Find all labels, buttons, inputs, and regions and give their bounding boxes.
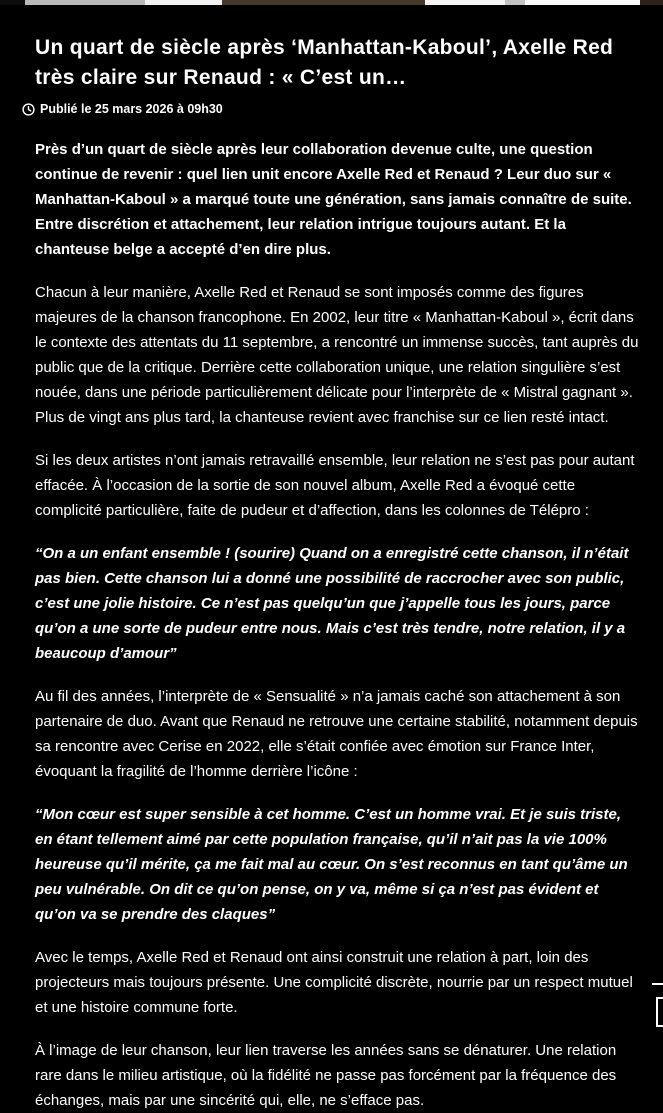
article-paragraph: Chacun à leur manière, Axelle Red et Renaud se sont imposés comme des figures majeures de la chanson francophone. En 2002, leur titre « Manhattan-Kaboul », écrit dans le contexte des attentats du 11 septembre, a rencontré un immense succès, tant auprès du public que de la critique. Derrière cette collaboration unique, une relation singulière s’est nouée, dans une période particulièrement délicate pour l’interprète de « Mistral gagnant ». Plus de vingt ans plus tard, la chanteuse revient avec franchise sur ce lien resté intact. [35,284,639,426]
article-title: Un quart de siècle après ‘Manhattan-Kaboul’, Axelle Red très claire sur Renaud : « C’est un… [35,36,614,89]
article-paragraph: Si les deux artistes n’ont jamais retravaillé ensemble, leur relation ne s’est pas pour autant effacée. À l’occasion de la sortie de son nouvel album, Axelle Red a évoqué cette complicité particulière, faite de pudeur et d’affection, dans les colonnes de Télépro : [35,452,635,519]
article-body [35,280,640,1113]
photo-strip-segment [425,0,505,5]
article-paragraph: Au fil des années, l’interprète de « Sensualité » n’a jamais caché son attachement à son partenaire de duo. Avant que Renaud ne retrouve une certaine stabilité, notamment depuis sa rencontre avec Cerise en 2022, elle s’était confiée avec émotion sur France Inter, évoquant la fragilité de l’homme derrière l’icône : [35,688,638,780]
publish-date: Publié le 25 mars 2026 à 09h30 [40,102,223,116]
photo-strip-segment [0,0,25,5]
article [0,5,663,1113]
article-intro: Près d’un quart de siècle après leur collaboration devenue culte, une question continue de revenir : quel lien unit encore Axelle Red et Renaud ? Leur duo sur « Manhattan-Kaboul » a marqué toute une génération, sans jamais connaître de suite. Entre discrétion et attachement, leur relation intrigue toujours autant. Et la chanteuse belge a accepté d’en dire plus. [35,141,632,258]
photo-strip-segment [222,0,425,5]
header-photo-remnant [0,0,663,5]
photo-strip-segment [525,0,640,5]
partial-widget-line [652,983,663,985]
photo-strip-segment [505,0,525,5]
photo-strip-segment [145,0,222,5]
publish-meta [22,102,640,116]
article-paragraph: À l’image de leur chanson, leur lien traverse les années sans se dénaturer. Une relation rare dans le milieu artistique, où la fidélité ne passe pas forcément par la fréquence des échanges, mais par une sincérité qui, elle, ne s’efface pas. [35,1042,617,1109]
article-paragraph: “On a un enfant ensemble ! (sourire) Quand on a enregistré cette chanson, il n’était pas bien. Cette chanson lui a donné une possibilité de raccrocher avec son public, c’est une jolie histoire. Ce n’est pas quelqu’un que j’appelle tous les jours, parce qu’on a une sorte de pudeur entre nous. Mais c’est très tendre, notre relation, il y a beaucoup d’amour” [35,545,629,662]
photo-strip-segment [25,0,145,5]
clock-icon [22,103,35,116]
article-paragraph: “Mon cœur est super sensible à cet homme. C’est un homme vrai. Et je suis triste, en étant tellement aimé par cette population française, qu’il n’ait pas la vie 100% heureuse qu’il mérite, ça me fait mal au cœur. On s’est reconnus en tant qu’âme un peu vulnérable. On dit ce qu’on pense, on y va, même si ça n’est pas évident et qu’on va se prendre des claques” [35,806,628,923]
partial-widget-box[interactable] [656,997,663,1027]
photo-strip-segment [640,0,663,5]
article-paragraph: Avec le temps, Axelle Red et Renaud ont ainsi construit une relation à part, loin des projecteurs mais toujours présente. Une complicité discrète, nourrie par un respect mutuel et une histoire commune forte. [35,949,633,1016]
